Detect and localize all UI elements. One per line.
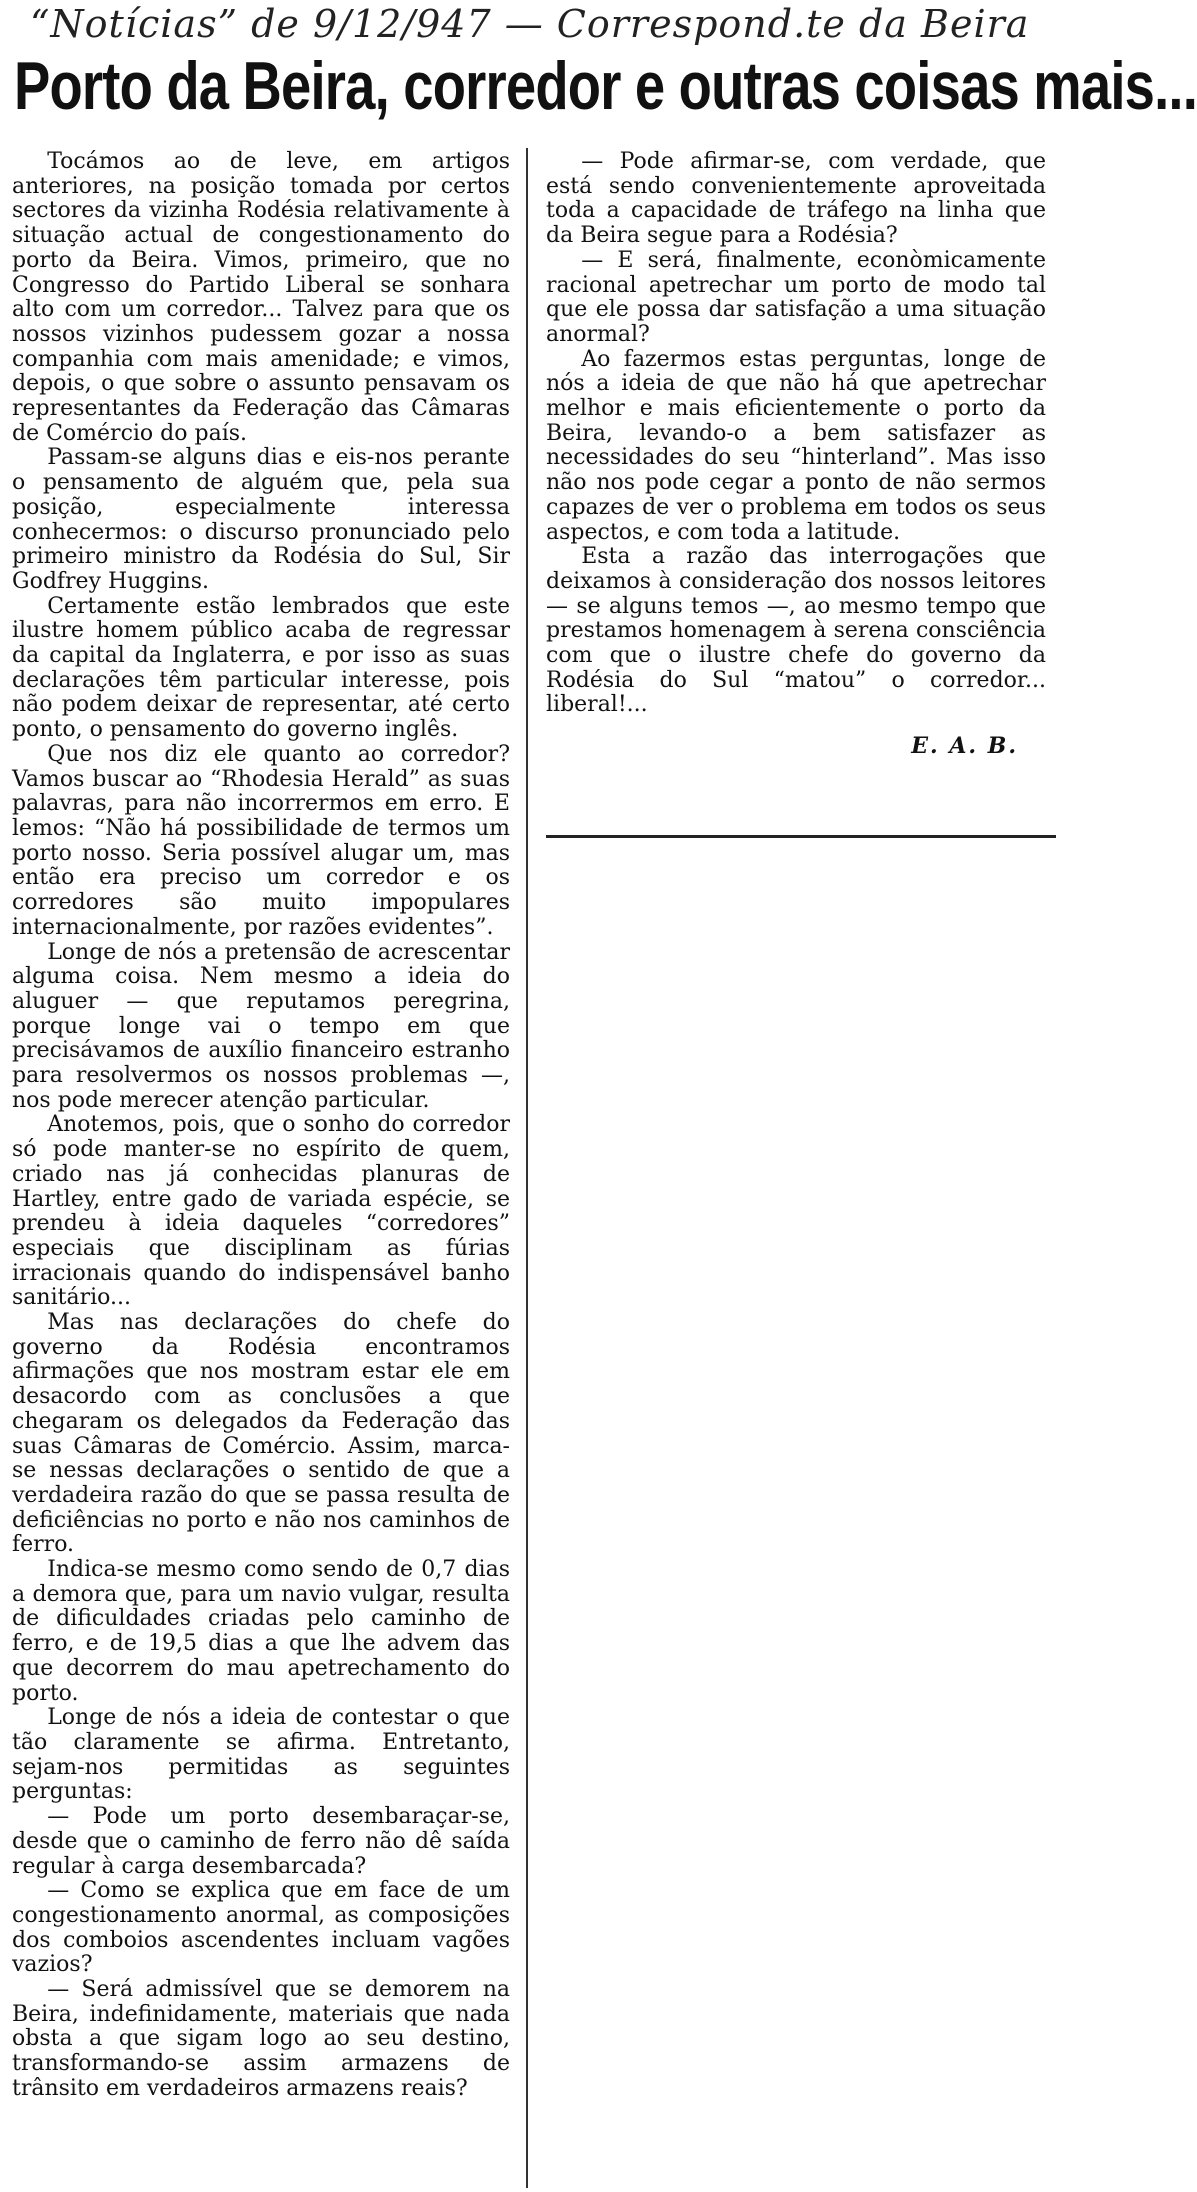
paragraph: Ao fazermos estas perguntas, longe de nós a ideia de que não há que apetrechar melhor e mais eficientemente o porto da Beira, levando-o a bem satisfazer as necessidades do seu “hinterland”. Mas isso não nos pode cegar a ponto de não sermos capazes de ver o problema em todos os seus aspectos, e com toda a latitude. xyxy=(546,346,1046,545)
paragraph: Longe de nós a ideia de contestar o que tão claramente se afirma. Entretanto, sejam-nos permitidas as seguintes perguntas: xyxy=(12,1705,510,1805)
article-column-right xyxy=(546,150,1046,759)
paragraph: Que nos diz ele quanto ao corredor? Vamos buscar ao “Rhodesia Herald” as suas palavras, para não incorrermos em erro. E lemos: “Não há possibilidade de termos um porto nosso. Seria possível alugar um, mas então era preciso um corredor e os corredores são muito impopulares internacionalmente, por razões evidentes”. xyxy=(12,741,510,940)
question-paragraph: — Pode um porto desembaraçar-se, desde que o caminho de ferro não dê saída regular à carga desembarcada? xyxy=(12,1804,510,1879)
paragraph: Anotemos, pois, que o sonho do corredor só pode manter-se no espírito de quem, criado nas já conhecidas planuras de Hartley, entre gado de variada espécie, se prendeu à ideia daqueles “corredores” especiais que disciplinam as fúrias irracionais quando do indispensável banho sanitário... xyxy=(12,1112,510,1311)
headline: Porto da Beira, corredor e outras coisas mais... xyxy=(14,48,1197,124)
author-signature: E. A. B. xyxy=(911,733,1018,760)
paragraph: Esta a razão das interrogações que deixamos à consideração dos nossos leitores — se alguns temos —, ao mesmo tempo que prestamos homenagem à serena consciência com que o ilustre chefe do governo da Rodésia do Sul “matou” o corredor... liberal!... xyxy=(546,544,1046,718)
paragraph: Tocámos ao de leve, em artigos anteriores, na posição tomada por certos sectores da vizinha Rodésia relativamente à situação actual de congestionamento do porto da Beira. Vimos, primeiro, que no Congresso do Partido Liberal se sonhara alto com um corredor... Talvez para que os nossos vizinhos pudessem gozar a nossa companhia com mais amenidade; e vimos, depois, o que sobre o assunto pensavam os representantes da Federação das Câmaras de Comércio do país. xyxy=(12,149,510,446)
paragraph: Indica-se mesmo como sendo de 0,7 dias a demora que, para um navio vulgar, resulta de dificuldades criadas pelo caminho de ferro, e de 19,5 dias a que lhe advem das que decorrem do mau apetrechamento do porto. xyxy=(12,1557,510,1706)
column-divider xyxy=(526,148,528,2188)
paragraph: Passam-se alguns dias e eis-nos perante o pensamento de alguém que, pela sua posição, especialmente interessa conhecermos: o discurso pronunciado pelo primeiro ministro da Rodésia do Sul, Sir Godfrey Huggins. xyxy=(12,445,510,594)
article-column-left xyxy=(12,150,510,2102)
end-rule xyxy=(546,835,1056,838)
question-paragraph: — Será admissível que se demorem na Beira, indefinidamente, materiais que nada obsta a que sigam logo ao seu destino, transformando-se assim armazens de trânsito em verdadeiros armazens reais? xyxy=(12,1977,510,2101)
question-paragraph: — Pode afirmar-se, com verdade, que está sendo convenientemente aproveitada toda a capacidade de tráfego na linha que da Beira segue para a Rodésia? xyxy=(546,149,1046,249)
handwritten-annotation: “Notícias” de 9/12/947 — Correspond.te da Beira xyxy=(30,2,1030,46)
question-paragraph: — Como se explica que em face de um congestionamento anormal, as composições dos comboios ascendentes incluam vagões vazios? xyxy=(12,1878,510,1978)
paragraph: Mas nas declarações do chefe do governo da Rodésia encontramos afirmações que nos mostram estar ele em desacordo com as conclusões a que chegaram os delegados da Federação das suas Câmaras de Comércio. Assim, marca-se nessas declarações o sentido de que a verdadeira razão do que se passa resulta de deficiências no porto e não nos caminhos de ferro. xyxy=(12,1310,510,1558)
paragraph: Longe de nós a pretensão de acrescentar alguma coisa. Nem mesmo a ideia do aluguer — que reputamos peregrina, porque longe vai o tempo em que precisávamos de auxílio financeiro estranho para resolvermos os nossos problemas —, nos pode merecer atenção particular. xyxy=(12,939,510,1113)
paragraph: Certamente estão lembrados que este ilustre homem público acaba de regressar da capital da Inglaterra, e por isso as suas declarações têm particular interesse, pois não podem deixar de representar, até certo ponto, o pensamento do governo inglês. xyxy=(12,593,510,743)
question-paragraph: — E será, finalmente, econòmicamente racional apetrechar um porto de modo tal que ele possa dar satisfação a uma situação anormal? xyxy=(546,247,1046,347)
